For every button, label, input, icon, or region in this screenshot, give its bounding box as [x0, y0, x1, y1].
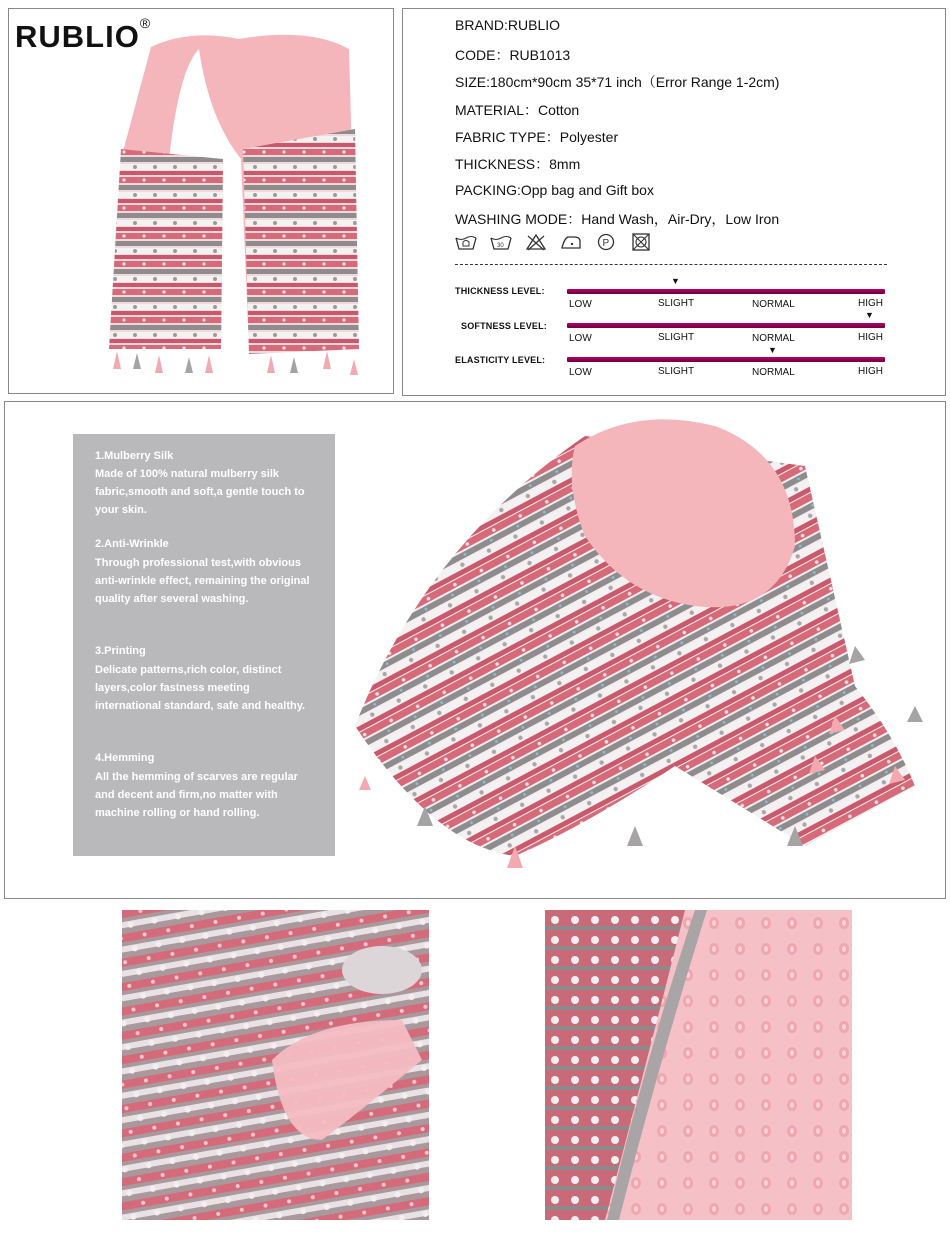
feature-body-4: All the hemming of scarves are regular and decent and firm,no matter with machine rolling or hand rolling.: [95, 771, 298, 819]
feature-body-2: Through professional test,with obvious anti-wrinkle effect, remaining the original quality after several washing.: [95, 557, 310, 605]
spec-code: CODE：RUB1013: [455, 47, 571, 63]
feature-title-1: 1.Mulberry Silk: [95, 450, 174, 462]
care-icons: [455, 233, 652, 251]
wash-temp-label: 30: [497, 243, 504, 249]
divider: [455, 264, 887, 265]
thickness-tick-low: LOW: [569, 299, 592, 310]
brand-logo: RUBLIO®: [15, 15, 152, 54]
softness-level-marker: ▼: [865, 310, 874, 320]
feature-body-1: Made of 100% natural mulberry silk fabric,smooth and soft,a gentle touch to your skin.: [95, 468, 305, 516]
features-box: [73, 434, 335, 856]
elasticity-tick-low: LOW: [569, 367, 592, 378]
spec-packing: PACKING:Opp bag and Gift box: [455, 182, 654, 198]
feature-body-3: Delicate patterns,rich color, distinct layers,color fastness meeting international standard, safe and healthy.: [95, 664, 306, 712]
no-tumble-dry-icon: [630, 233, 652, 251]
product-photo-hanging: [8, 8, 394, 394]
feature-title-4: 4.Hemming: [95, 752, 155, 764]
spec-size: SIZE:180cm*90cm 35*71 inch（Error Range 1-2cm): [455, 74, 780, 90]
dry-clean-p-icon: [595, 233, 617, 251]
thickness-tick-slight: SLIGHT: [658, 298, 695, 309]
elasticity-tick-high: HIGH: [858, 366, 883, 377]
wash-30-icon: [490, 233, 512, 251]
thickness-level-marker: ▼: [671, 276, 680, 286]
softness-level-bar: [567, 323, 885, 328]
feature-title-2: 2.Anti-Wrinkle: [95, 538, 169, 550]
softness-tick-normal: NORMAL: [752, 333, 795, 344]
scarf-hanging-image: [9, 9, 393, 393]
thickness-level-bar: [567, 289, 885, 294]
spec-panel: [402, 8, 946, 396]
softness-level-label: SOFTNESS LEVEL:: [461, 321, 548, 331]
feature-title-3: 3.Printing: [95, 645, 146, 657]
softness-tick-slight: SLIGHT: [658, 332, 695, 343]
spec-fabric: FABRIC TYPE：Polyester: [455, 129, 619, 145]
spec-thickness: THICKNESS：8mm: [455, 156, 581, 172]
softness-tick-high: HIGH: [858, 332, 883, 343]
hand-wash-icon: [455, 233, 477, 251]
thickness-tick-high: HIGH: [858, 298, 883, 309]
elasticity-level-label: ELASTICITY LEVEL:: [455, 355, 546, 365]
elasticity-level-marker: ▼: [768, 345, 777, 355]
scarf-folded-image: [335, 406, 935, 896]
spec-material: MATERIAL：Cotton: [455, 102, 580, 118]
no-bleach-icon: [525, 233, 547, 251]
elasticity-level-bar: [567, 357, 885, 362]
softness-tick-low: LOW: [569, 333, 592, 344]
closeup-tassel-photo: [122, 910, 429, 1220]
closeup-fabric-photo: [545, 910, 852, 1220]
dry-clean-label: P: [602, 238, 610, 249]
spec-brand: BRAND:RUBLIO: [455, 17, 561, 33]
elasticity-tick-slight: SLIGHT: [658, 366, 695, 377]
thickness-tick-normal: NORMAL: [752, 299, 795, 310]
spec-washing: WASHING MODE：Hand Wash，Air-Dry，Low Iron: [455, 211, 780, 227]
elasticity-tick-normal: NORMAL: [752, 367, 795, 378]
thickness-level-label: THICKNESS LEVEL:: [455, 286, 545, 296]
features-panel: [4, 401, 946, 899]
low-iron-icon: [560, 233, 582, 251]
